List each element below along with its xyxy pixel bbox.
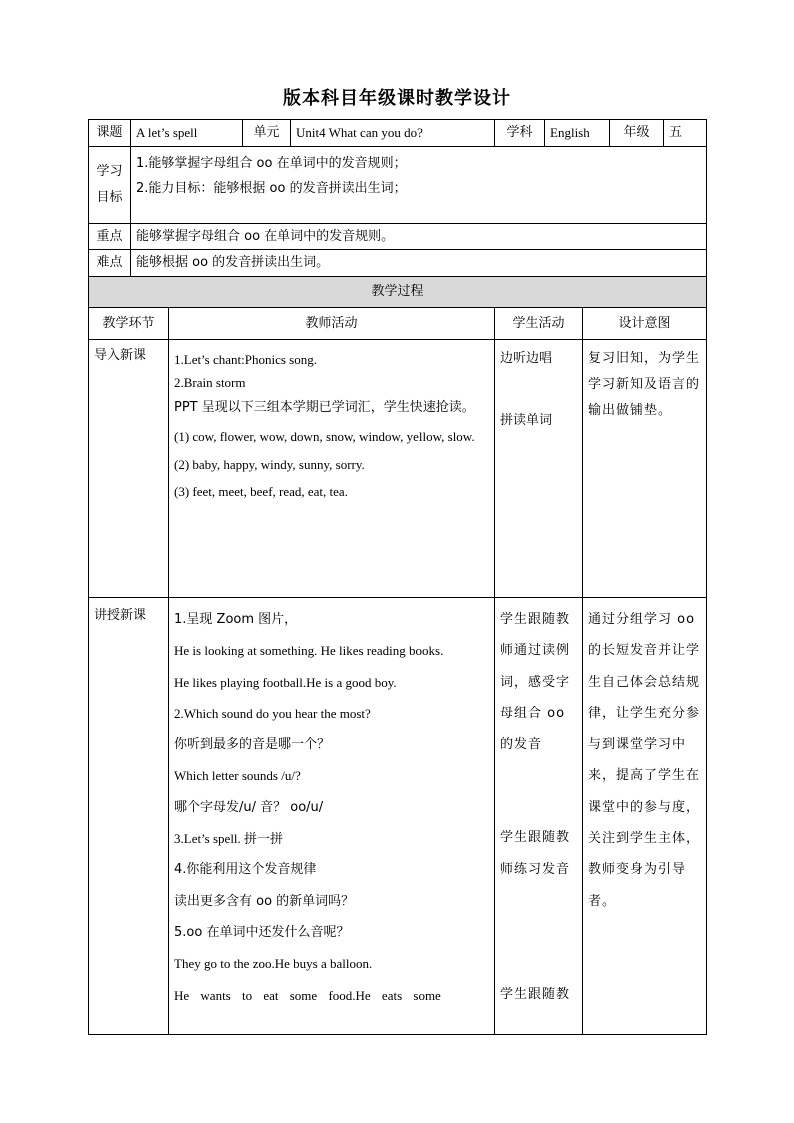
col-stage: 教学环节 — [89, 308, 169, 340]
intro-teacher-6: (3) feet, meet, beef, read, eat, tea. — [174, 484, 348, 499]
goals-row — [89, 147, 707, 224]
key-point-row — [89, 224, 707, 250]
key-point-label: 重点 — [89, 224, 131, 250]
newlesson-teacher-6: Which letter sounds /u/? — [174, 768, 301, 784]
newlesson-teacher-10: 读出更多含有 oo 的新单词吗？ — [174, 893, 355, 909]
difficulty-row — [89, 250, 707, 277]
col-teacher: 教师活动 — [169, 308, 495, 340]
intro-teacher-2: 2.Brain storm — [174, 375, 246, 390]
intro-intent: 复习旧知，为学生学习新知及语言的输出做铺垫。 — [583, 340, 707, 598]
newlesson-teacher-11: 5.oo 在单词中还发什么音呢？ — [174, 924, 350, 940]
difficulty-value: 能够根据 oo 的发音拼读出生词。 — [131, 250, 707, 277]
header-row — [89, 120, 707, 147]
newlesson-teacher-12: They go to the zoo.He buys a balloon. — [174, 956, 373, 972]
newlesson-student-2: 学生跟随教师练习发音 — [500, 830, 571, 877]
col-student: 学生活动 — [495, 308, 583, 340]
goals-label: 学习目标 — [89, 147, 131, 224]
goal-line-2: 2.能力目标：能够根据 oo 的发音拼读出生词； — [136, 181, 407, 196]
col-intent: 设计意图 — [583, 308, 707, 340]
process-heading-row — [89, 277, 707, 308]
newlesson-teacher-7: 哪个字母发/u/ 音？ oo/u/ — [174, 799, 324, 815]
newlesson-teacher-9: 4.你能利用这个发音规律 — [174, 862, 317, 878]
topic-value: A let’s spell — [131, 120, 243, 147]
newlesson-teacher-13: He wants to eat some food.He eats some — [174, 987, 441, 1003]
intro-stage: 导入新课 — [89, 340, 169, 598]
intro-teacher-1: 1.Let’s chant:Phonics song. — [174, 352, 317, 367]
newlesson-teacher-4: 2.Which sound do you hear the most? — [174, 705, 371, 721]
subject-label: 学科 — [495, 120, 545, 147]
page-title: 版本科目年级课时教学设计 — [283, 88, 511, 109]
newlesson-teacher-1: 1.呈现 Zoom 图片， — [174, 612, 298, 627]
newlesson-student-3: 学生跟随教 — [500, 987, 571, 1003]
newlesson-teacher-5: 你听到最多的音是哪一个？ — [174, 737, 331, 753]
newlesson-stage: 讲授新课 — [89, 598, 169, 1035]
newlesson-student-1: 学生跟随教师通过读例词，感受字母组合 oo 的发音 — [500, 612, 571, 753]
lesson-plan-table — [88, 119, 707, 1035]
process-heading: 教学过程 — [89, 277, 707, 308]
intro-teacher-5: (2) baby, happy, windy, sunny, sorry. — [174, 457, 365, 472]
unit-label: 单元 — [243, 120, 291, 147]
intro-student-2: 拼读单词 — [500, 413, 553, 428]
difficulty-label: 难点 — [89, 250, 131, 277]
grade-label: 年级 — [610, 120, 664, 147]
unit-value: Unit4 What can you do? — [291, 120, 495, 147]
newlesson-row — [89, 598, 707, 1035]
newlesson-intent: 通过分组学习 oo 的长短发音并让学生自己体会总结规律，让学生充分参与到课堂学习中来，提高了学生在课堂中的参与度，关注到学生主体，教师变身为引导者。 — [583, 598, 707, 1035]
key-point-value: 能够掌握字母组合 oo 在单词中的发音规则。 — [131, 224, 707, 250]
intro-student-1: 边听边唱 — [500, 351, 553, 366]
newlesson-teacher-2: He is looking at something. He likes reading books. — [174, 643, 444, 659]
process-columns-row — [89, 308, 707, 340]
newlesson-teacher-3: He likes playing football.He is a good boy. — [174, 674, 397, 690]
intro-teacher-4: (1) cow, flower, wow, down, snow, window, yellow, slow. — [174, 429, 475, 444]
intro-row — [89, 340, 707, 598]
goal-line-1: 1.能够掌握字母组合 oo 在单词中的发音规则； — [136, 156, 407, 171]
intro-teacher-3: PPT 呈现以下三组本学期已学词汇，学生快速抢读。 — [174, 400, 475, 415]
newlesson-teacher-8: 3.Let’s spell. 拼一拼 — [174, 831, 284, 847]
topic-label: 课题 — [89, 120, 131, 147]
subject-value: English — [545, 120, 610, 147]
grade-value: 五 — [664, 120, 707, 147]
